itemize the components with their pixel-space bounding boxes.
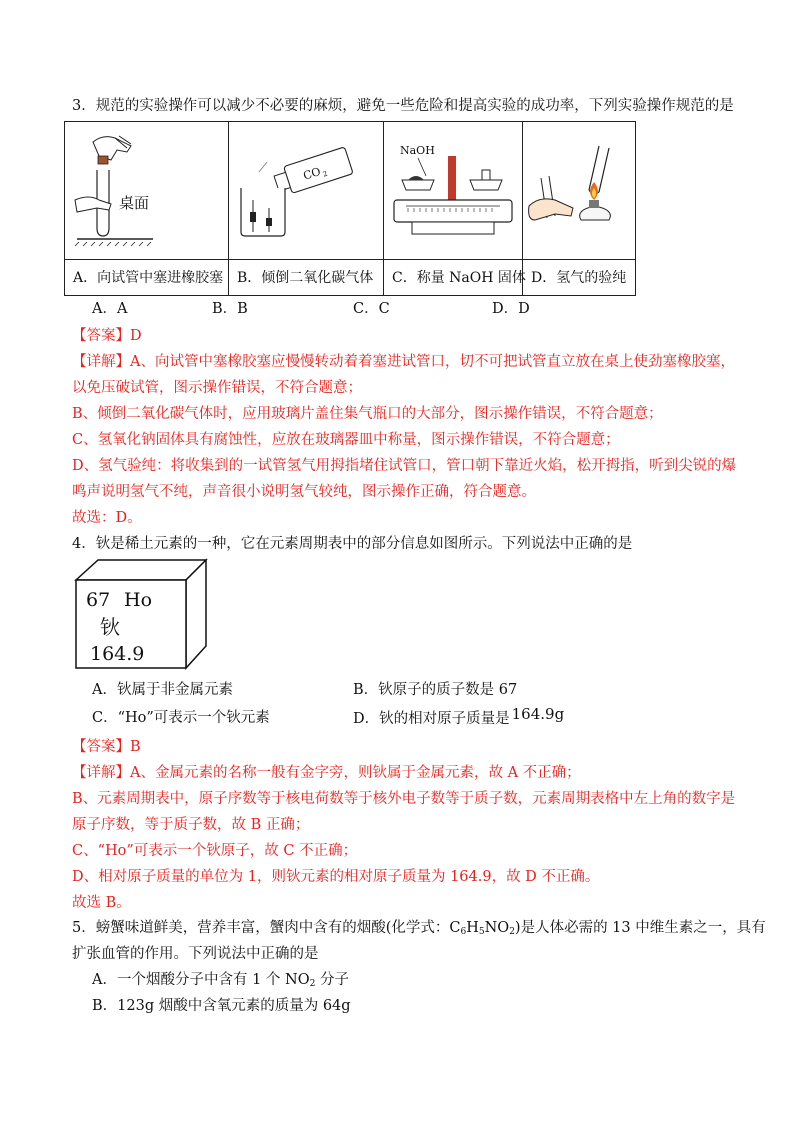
co2-subscript: 2 (321, 169, 329, 179)
q3-option-b[interactable]: B．B (212, 301, 248, 317)
q3-detail-line-3: B、倾倒二氧化碳气体时，应用玻璃片盖住集气瓶口的大部分，图示操作错误，不符合题意； (72, 406, 663, 422)
q4-detail-line-2: B、元素周期表中，原子序数等于核电荷数等于核外电子数等于质子数，元素周期表格中左上角的数字是 (72, 791, 736, 807)
q3-caption-c: C．称量 NaOH 固体 (384, 259, 522, 298)
element-cell-figure (74, 558, 210, 672)
q3-option-d[interactable]: D．D (492, 301, 530, 317)
stopper-insertion-illustration (65, 122, 229, 259)
q4-detail-line-1: 【详解】A、金属元素的名称一般有金字旁，则钬属于金属元素，故 A 不正确； (72, 765, 581, 781)
q4-stem: 4．钬是稀土元素的一种，它在元素周期表中的部分信息如图所示。下列说法中正确的是 (72, 536, 633, 552)
q3-panel-c (384, 122, 526, 295)
naoh-label: NaOH (400, 144, 435, 157)
element-name: 钬 (100, 615, 120, 639)
q3-answer: 【答案】D (72, 328, 142, 344)
element-atomic-number: 67 (86, 589, 111, 611)
q5-stem-line-2: 扩张血管的作用。下列说法中正确的是 (72, 946, 319, 962)
q4-detail-line-5: D、相对原子质量的单位为 1，则钬元素的相对原子质量为 164.9，故 D 不正确。 (72, 869, 600, 885)
q4-option-a[interactable]: A．钬属于非金属元素 (92, 682, 233, 698)
q3-detail-line-2: 以免压破试管，图示操作错误，不符合题意； (72, 380, 362, 396)
q3-panel-a (65, 122, 229, 295)
q3-detail-line-5: D、氢气验纯：将收集到的一试管氢气用拇指堵住试管口，管口朝下靠近火焰，松开拇指，听到尖锐的爆 (72, 458, 737, 474)
q3-detail-line-1: 【详解】A、向试管中塞橡胶塞应慢慢转动着着塞进试管口，切不可把试管直立放在桌上使劲塞橡胶塞， (72, 354, 735, 370)
q3-option-c[interactable]: C．C (353, 301, 390, 317)
q4-option-b[interactable]: B．钬原子的质子数是 67 (353, 682, 518, 698)
balance-naoh-illustration (384, 122, 523, 259)
q5-option-a[interactable]: A．一个烟酸分子中含有 1 个 $NO_2$ 分子 (92, 972, 349, 989)
element-symbol: Ho (124, 589, 153, 611)
q4-detail-line-3: 原子序数，等于质子数，故 B 正确； (72, 817, 310, 833)
q4-option-c[interactable]: C．“Ho”可表示一个钬元素 (92, 710, 270, 726)
q3-detail-line-4: C、氢氧化钠固体具有腐蚀性，应放在玻璃器皿中称量，图示操作错误，不符合题意； (72, 432, 620, 448)
hydrogen-purity-test-illustration (523, 122, 635, 259)
table-surface-label: 桌面 (119, 194, 150, 212)
q3-panel-b (229, 122, 384, 295)
q4-detail-line-4: C、“Ho”可表示一个钬原子，故 C 不正确； (72, 843, 358, 859)
q4-answer: 【答案】B (72, 739, 141, 755)
co2-label: CO (301, 164, 323, 183)
q3-detail-line-6: 鸣声说明氢气不纯，声音很小说明氢气较纯，图示操作正确，符合题意。 (72, 484, 536, 500)
pour-co2-illustration (229, 122, 384, 259)
q5-stem-line-1: 5．螃蟹味道鲜美，营养丰富，蟹肉中含有的烟酸(化学式：$C_6H_5NO_2$)是人体必需的 13 中维生素之一，具有 (72, 920, 766, 937)
q4-option-d[interactable]: D．钬的相对原子质量是 164.9g (353, 705, 565, 727)
q4-detail-line-6: 故选 B。 (72, 895, 131, 911)
q3-caption-d: D．氢气的验纯 (523, 259, 635, 298)
q3-option-a[interactable]: A．A (92, 301, 128, 317)
q3-figure-table (64, 121, 636, 296)
q3-stem: 3．规范的实验操作可以减少不必要的麻烦，避免一些危险和提高实验的成功率，下列实验操作规范的是 (72, 98, 734, 114)
element-atomic-mass: 164.9 (90, 643, 145, 665)
q3-caption-b: B．倾倒二氧化碳气体 (229, 259, 383, 298)
q3-detail-line-7: 故选：D。 (72, 510, 142, 526)
q5-option-b[interactable]: B．123g 烟酸中含氧元素的质量为 64g (92, 998, 351, 1014)
q3-panel-d (523, 122, 635, 295)
q3-caption-a: A．向试管中塞进橡胶塞 (65, 259, 228, 298)
